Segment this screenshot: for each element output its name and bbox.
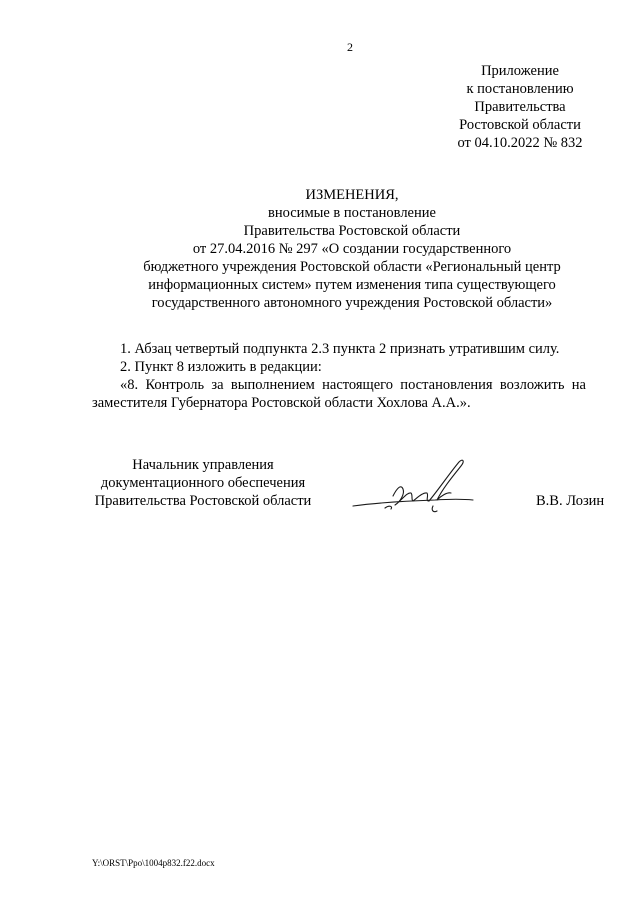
appendix-line: к постановлению <box>466 81 574 97</box>
title-line: Правительства Ростовской области <box>243 223 461 239</box>
title-line: от 27.04.2016 № 297 «О создании государственного <box>192 241 512 257</box>
page-number: 2 <box>347 40 353 54</box>
position-line: Правительства Ростовской области <box>94 493 312 509</box>
appendix-block <box>420 62 620 152</box>
document-body <box>92 340 586 412</box>
footer-file-path: Y:\ORST\Ppo\1004p832.f22.docx <box>92 858 215 868</box>
appendix-line: Приложение <box>481 63 559 79</box>
title-line: государственного автономного учреждения Ростовской области» <box>151 295 553 311</box>
handwritten-signature-icon <box>345 456 485 526</box>
position-line: Начальник управления <box>132 457 274 473</box>
position-line: документационного обеспечения <box>100 475 306 491</box>
body-paragraph: 2. Пункт 8 изложить в редакции: <box>120 359 322 375</box>
title-line: информационных систем» путем изменения типа существующего <box>148 277 556 293</box>
body-paragraph: 1. Абзац четвертый подпункта 2.3 пункта 2 признать утратившим силу. <box>120 341 560 357</box>
appendix-line: Ростовской области <box>459 117 581 133</box>
title-line: бюджетного учреждения Ростовской области «Региональный центр <box>143 259 561 275</box>
title-heading: ИЗМЕНЕНИЯ, <box>305 187 399 203</box>
signer-position <box>88 456 318 510</box>
signer-name: В.В. Лозин <box>536 493 605 509</box>
title-line: вносимые в постановление <box>268 205 436 221</box>
document-title <box>72 186 632 312</box>
body-paragraph: «8. Контроль за выполнением настоящего постановления возложить на заместителя Губернатора Ростовской области Хохлова А.А.». <box>92 377 586 411</box>
signature-block <box>0 456 640 526</box>
appendix-line: от 04.10.2022 № 832 <box>457 135 583 151</box>
appendix-line: Правительства <box>474 99 566 115</box>
